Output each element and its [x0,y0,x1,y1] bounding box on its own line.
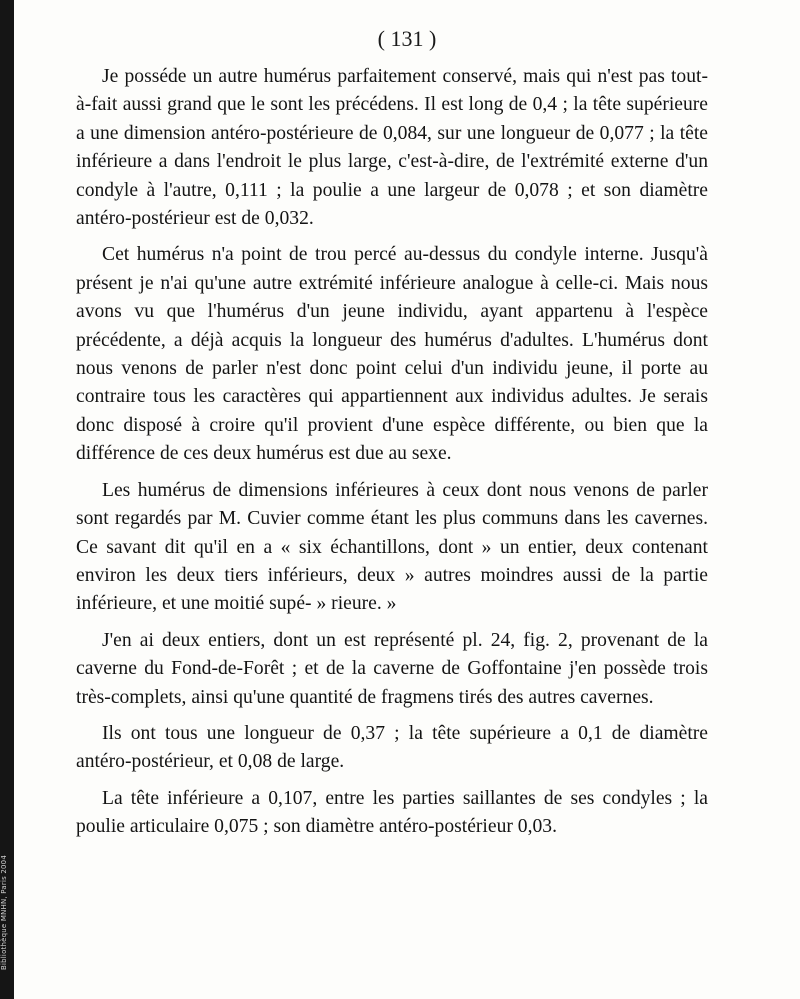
paragraph: La tête inférieure a 0,107, entre les parties saillantes de ses condyles ; la poulie articulaire 0,075 ; son diamètre antéro-postérieur 0,03. [76,787,708,838]
body-text [76,63,708,850]
library-stamp: Bibliothèque MNHN, Paris 2004 [0,855,8,971]
paragraph: Je posséde un autre humérus parfaitement conservé, mais qui n'est pas tout-à-fait aussi grand que le sont les précédens. Il est long de 0,4 ; la tête supérieure a une dimension antéro-postérieure de 0,084, sur une longueur de 0,077 ; la tête inférieure a dans l'endroit le plus large, c'est-à-dire, de l'extrémité externe d'un condyle à l'autre, 0,111 ; la poulie a une largeur de 0,078 ; et son diamètre antéro-postérieur est de 0,032. [76,66,708,230]
book-page [14,0,800,999]
paragraph: Les humérus de dimensions inférieures à ceux dont nous venons de parler sont regardés par M. Cuvier comme étant les plus communs dans les cavernes. Ce savant dit qu'il en a « six échantillons, dont » un entier, deux contenant environ les deux tiers inférieurs, deux » autres moindres aussi de la partie inférieure, et une moitié supé- » rieure. » [76,479,708,615]
page-number: ( 131 ) [377,26,437,51]
paragraph: J'en ai deux entiers, dont un est représenté pl. 24, fig. 2, provenant de la caverne du Fond-de-Forêt ; et de la caverne de Goffontaine j'en possède trois très-complets, ainsi qu'une quantité de fragmens tirés des autres cavernes. [76,629,708,708]
paragraph: Ils ont tous une longueur de 0,37 ; la tête supérieure a 0,1 de diamètre antéro-postérieur, et 0,08 de large. [76,722,708,773]
paragraph: Cet humérus n'a point de trou percé au-dessus du condyle interne. Jusqu'à présent je n'ai qu'une autre extrémité inférieure analogue à celle-ci. Mais nous avons vu que l'humérus d'un jeune individu, ayant appartenu à l'espèce précédente, a déjà acquis la longueur des humérus d'adultes. L'humérus dont nous venons de parler n'est donc point celui d'un individu jeune, il porte au contraire tous les caractères qui appartiennent aux individus adultes. Je serais donc disposé à croire qu'il provient d'une espèce différente, ou bien que la différence de ces deux humérus est due au sexe. [76,244,708,465]
binding-edge [0,0,14,999]
